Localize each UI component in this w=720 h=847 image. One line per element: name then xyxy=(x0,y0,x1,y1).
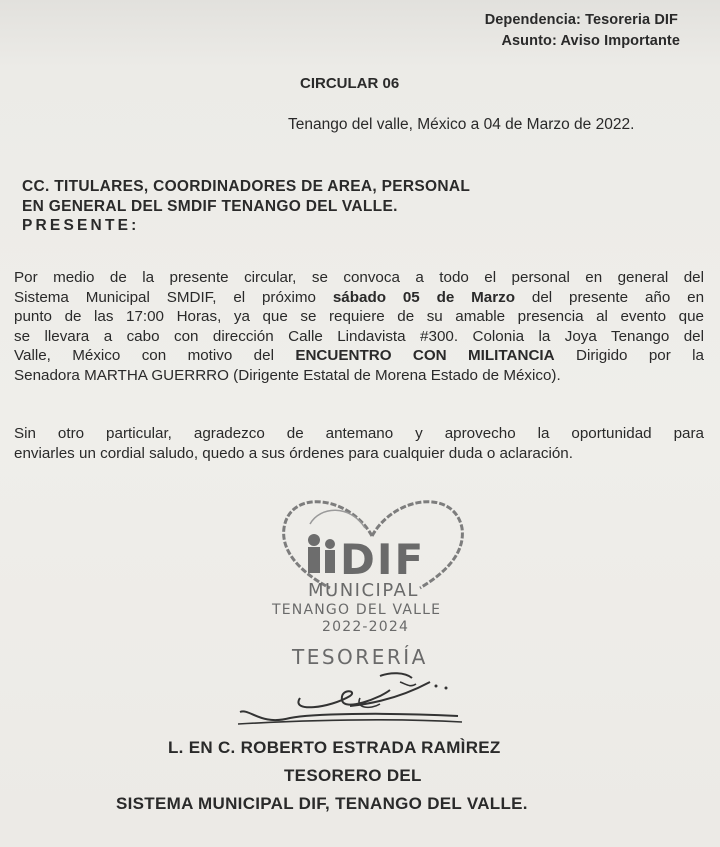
stamp-line-2: TENANGO DEL VALLE xyxy=(272,602,442,618)
stamp-line-1: MUNICIPAL xyxy=(308,580,419,601)
header-asunto: Asunto: Aviso Importante xyxy=(501,33,680,49)
addressee-presente: PRESENTE: xyxy=(22,217,140,234)
dateline: Tenango del valle, México a 04 de Marzo de 2022. xyxy=(288,116,635,133)
signer-name: L. EN C. ROBERTO ESTRADA RAMÌREZ xyxy=(168,738,501,757)
paragraph-line: punto de las 17:00 Horas, ya que se requiere de su amable presencia al evento que xyxy=(14,308,704,325)
stamp-line-3: 2022-2024 xyxy=(322,619,410,635)
body-paragraph-2 xyxy=(14,424,704,463)
signer-role: TESORERO DEL xyxy=(284,766,422,785)
circular-number: CIRCULAR 06 xyxy=(300,75,400,92)
header-dependencia: Dependencia: Tesoreria DIF xyxy=(484,12,678,28)
paragraph-line: se llevara a cabo con dirección Calle Lindavista #300. Colonia la Joya Tenango del xyxy=(14,327,704,345)
stamp-logo: DIF xyxy=(340,535,426,584)
handwritten-signature xyxy=(230,668,470,728)
paragraph-line: Sin otro particular, agradezco de antemano y aprovecho la oportunidad para xyxy=(14,425,704,442)
paragraph-line: enviarles un cordial saludo, quedo a sus órdenes para cualquier duda o aclaración. xyxy=(14,444,573,462)
stamp-line-4: TESORERÍA xyxy=(292,645,428,669)
smdif-stamp xyxy=(270,478,475,678)
signer-organization: SISTEMA MUNICIPAL DIF, TENANGO DEL VALLE. xyxy=(116,794,528,813)
addressee-line-1: CC. TITULARES, COORDINADORES DE AREA, PERSONAL xyxy=(22,178,471,195)
paragraph-line: Por medio de la presente circular, se convoca a todo el personal en general del xyxy=(14,269,704,286)
paragraph-line: Valle, México con motivo del ENCUENTRO CON MILITANCIA Dirigido por la xyxy=(14,347,704,364)
body-paragraph-1 xyxy=(14,268,704,385)
addressee-line-2: EN GENERAL DEL SMDIF TENANGO DEL VALLE. xyxy=(22,198,398,215)
paragraph-line: Senadora MARTHA GUERRRO (Dirigente Estatal de Morena Estado de México). xyxy=(14,366,561,384)
paragraph-line: Sistema Municipal SMDIF, el próximo sábado 05 de Marzo del presente año en xyxy=(14,288,705,306)
